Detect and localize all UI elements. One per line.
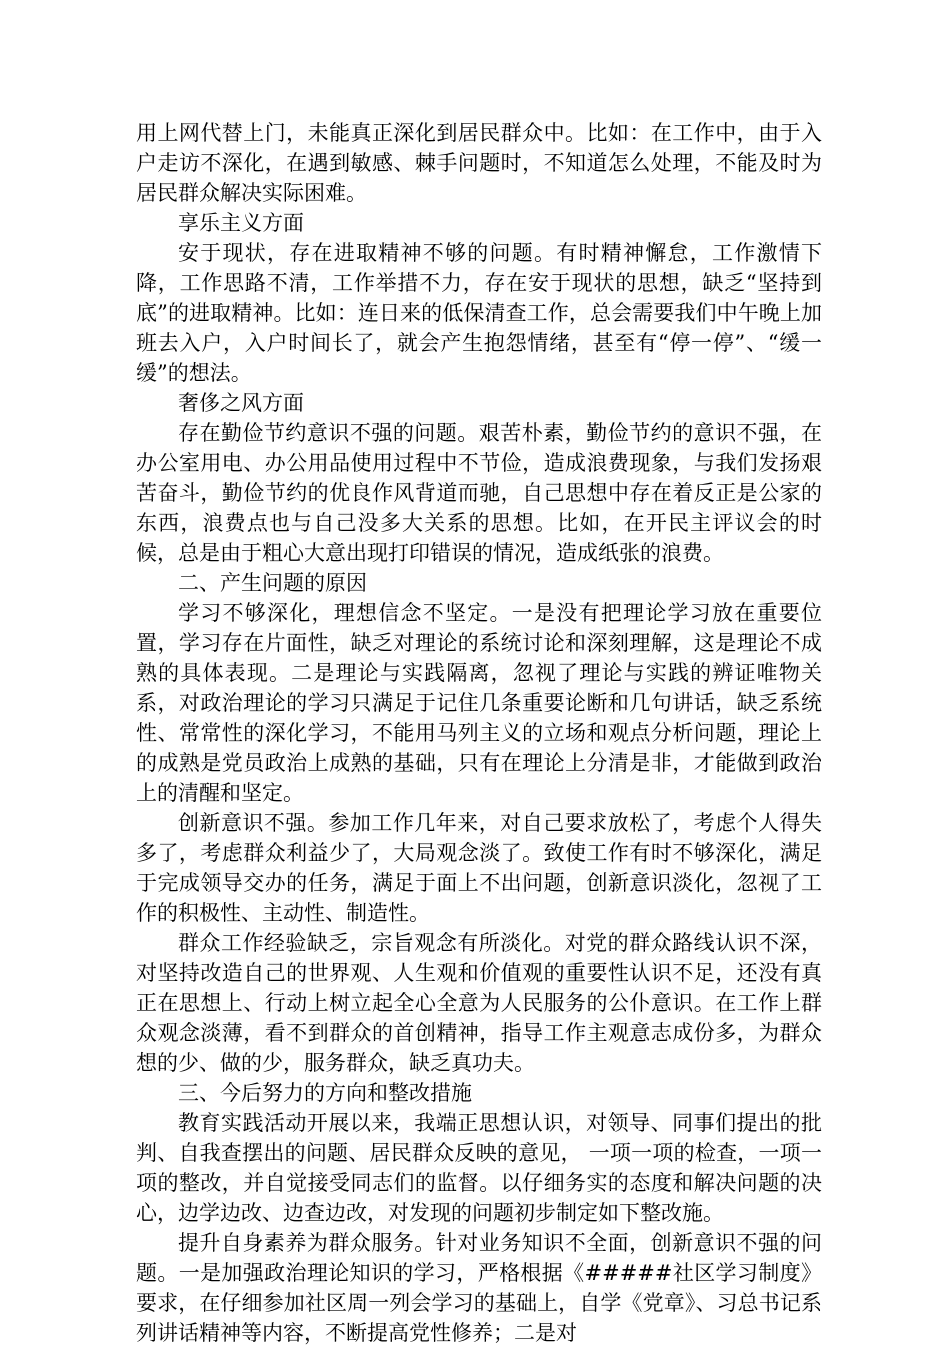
- body-paragraph-3: 存在勤俭节约意识不强的问题。艰苦朴素，勤俭节约的意识不强，在办公室用电、办公用品使用过程中不节俭，造成浪费现象，与我们发扬艰苦奋斗，勤俭节约的优良作风背道而驰，自己思想中存在着反正是公家的东西，浪费点也与自己没多大关系的思想。比如，在开民主评议会的时候，总是由于粗心大意出现打印错误的情况，造成纸张的浪费。: [136, 421, 822, 565]
- body-paragraph-4: 学习不够深化，理想信念不坚定。一是没有把理论学习放在重要位置，学习存在片面性，缺乏对理论的系统讨论和深刻理解，这是理论不成熟的具体表现。二是理论与实践隔离，忽视了理论与实践的辨证唯物关系，对政治理论的学习只满足于记住几条重要论断和几句讲话，缺乏系统性、常常性的深化学习，不能用马列主义的立场和观点分析问题，理论上的成熟是党员政治上成熟的基础，只有在理论上分清是非，才能做到政治上的清醒和坚定。: [136, 601, 822, 805]
- body-paragraph-6: 群众工作经验缺乏，宗旨观念有所淡化。对党的群众路线认识不深，对坚持改造自己的世界观、人生观和价值观的重要性认识不足，还没有真正在思想上、行动上树立起全心全意为人民服务的公仆意识。在工作上群众观念淡薄，看不到群众的首创精神，指导工作主观意志成份多，为群众想的少、做的少，服务群众，缺乏真功夫。: [136, 931, 822, 1075]
- section-heading-hedonism: 享乐主义方面: [178, 211, 304, 235]
- body-paragraph-5: 创新意识不强。参加工作几年来，对自己要求放松了，考虑个人得失多了，考虑群众利益少了，大局观念淡了。致使工作有时不够深化，满足于完成领导交办的任务，满足于面上不出问题，创新意识淡化，忽视了工作的积极性、主动性、制造性。: [136, 811, 822, 925]
- body-paragraph-1: 用上网代替上门，未能真正深化到居民群众中。比如：在工作中，由于入户走访不深化，在遇到敏感、棘手问题时，不知道怎么处理，不能及时为居民群众解决实际困难。: [136, 121, 822, 205]
- body-paragraph-2: 安于现状，存在进取精神不够的问题。有时精神懈怠，工作激情下降，工作思路不清，工作举措不力，存在安于现状的思想，缺乏“坚持到底”的进取精神。比如：连日来的低保清查工作，总会需要我们中午晚上加班去入户，入户时间长了，就会产生抱怨情绪，甚至有“停一停”、“缓一缓”的想法。: [136, 241, 822, 385]
- section-heading-causes: 二、产生问题的原因: [178, 571, 367, 595]
- body-paragraph-7: 教育实践活动开展以来，我端正思想认识，对领导、同事们提出的批判、自我查摆出的问题、居民群众反映的意见， 一项一项的检查，一项一项的整改，并自觉接受同志们的监督。以仔细务实的态度和解决问题的决心，边学边改、边查边改，对发现的问题初步制定如下整改施。: [136, 1111, 822, 1225]
- section-heading-measures: 三、今后努力的方向和整改措施: [178, 1081, 472, 1105]
- body-paragraph-8: 提升自身素养为群众服务。针对业务知识不全面，创新意识不强的问题。一是加强政治理论知识的学习，严格根据《#####社区学习制度》要求，在仔细参加社区周一列会学习的基础上，自学《党章》、习总书记系列讲话精神等内容，不断提高党性修养；二是对: [136, 1231, 822, 1345]
- section-heading-extravagance: 奢侈之风方面: [178, 391, 304, 415]
